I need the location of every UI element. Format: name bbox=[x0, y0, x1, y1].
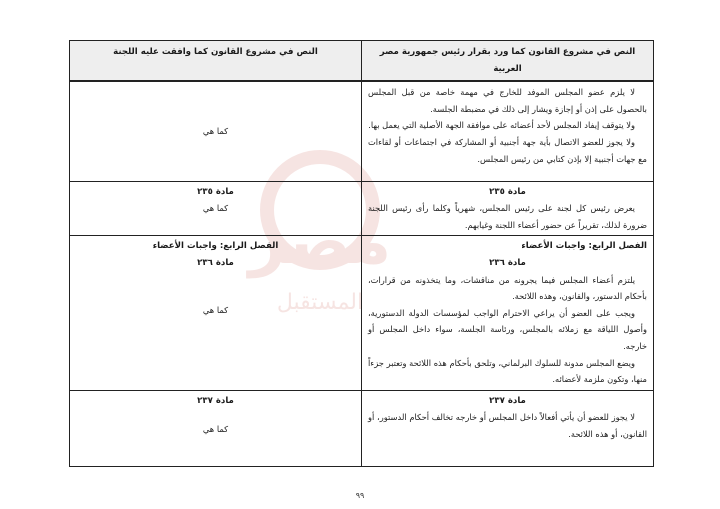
article-title: مادة ٢٣٦ bbox=[197, 258, 234, 269]
as-is-text: كما هي bbox=[202, 126, 229, 137]
paragraph: ولا يتوقف إيفاد المجلس لأحد أعضائه على موافقة الجهة الأصلية التي يعمل بها. bbox=[368, 120, 635, 131]
table-row bbox=[70, 390, 654, 466]
paragraph: ولا يجوز للعضو الاتصال بأية جهة أجنبية أو المشاركة في اجتماعات أو لقاءات مع جهات أجنبية إلا بإذن كتابي من رئيس المجلس. bbox=[368, 136, 647, 164]
table-row bbox=[70, 81, 654, 181]
page-number: ٩٩ bbox=[355, 491, 365, 500]
as-is-text: كما هي bbox=[202, 203, 229, 214]
article-title: مادة ٢٣٧ bbox=[489, 395, 526, 406]
committee-cell bbox=[70, 181, 362, 236]
article-title: مادة ٢٣٥ bbox=[489, 186, 526, 197]
chapter-title: الفصل الرابع: واجبات الأعضاء bbox=[521, 241, 647, 252]
article-title: مادة ٢٣٥ bbox=[197, 186, 234, 197]
table-header-row bbox=[70, 41, 654, 82]
committee-cell bbox=[70, 390, 362, 466]
original-cell bbox=[362, 390, 654, 466]
header-original-text: النص في مشروع القانون كما ورد بقرار رئيس جمهورية مصر العربية bbox=[362, 41, 654, 82]
article-title: مادة ٢٣٧ bbox=[197, 395, 234, 406]
header-committee-text: النص في مشروع القانون كما وافقت عليه اللجنة bbox=[70, 41, 362, 82]
table-row bbox=[70, 181, 654, 236]
watermark-main-text: مصر bbox=[248, 205, 392, 279]
paragraph: يلتزم أعضاء المجلس فيما يجرونه من مناقشات، وما يتخذونه من قرارات، بأحكام الدستور، والقانون، وهذه اللائحة. bbox=[368, 274, 647, 302]
paragraph: لا يلزم عضو المجلس الموفد للخارج في مهمة خاصة من قبل المجلس بالحصول على إذن أو إجازة ويشار إلى ذلك في مضبطة الجلسة. bbox=[368, 87, 647, 114]
chapter-title: الفصل الرابع: واجبات الأعضاء bbox=[152, 241, 279, 252]
paragraph: ويجب على العضو أن يراعي الاحترام الواجب لمؤسسات الدولة الدستورية، وأصول اللياقة مع زملائه بالمجلس، ورئاسة الجلسة، سواء داخل المجلس أو خارجه. bbox=[368, 307, 647, 352]
original-cell bbox=[362, 81, 654, 181]
article-title: مادة ٢٣٦ bbox=[489, 258, 526, 269]
as-is-text: كما هي bbox=[202, 424, 229, 435]
paragraph: ويضع المجلس مدونة للسلوك البرلماني، وتلحق بأحكام هذه اللائحة وتعتبر جزءاً منها، وتكون ملزمة لأعضائه. bbox=[368, 357, 647, 385]
original-cell bbox=[362, 181, 654, 236]
paragraph: لا يجوز للعضو أن يأتي أفعالاً داخل المجلس أو خارجه تخالف أحكام الدستور، أو القانون، أو هذه اللائحة. bbox=[368, 412, 647, 439]
original-cell bbox=[362, 236, 654, 390]
committee-cell bbox=[70, 236, 362, 390]
comparison-table bbox=[69, 40, 654, 467]
committee-cell bbox=[70, 81, 362, 181]
paragraph: يعرض رئيس كل لجنة على رئيس المجلس، شهرياً وكلما رأى رئيس اللجنة ضرورة لذلك، تقريراً عن حضور أعضاء اللجنة وغيابهم. bbox=[368, 203, 647, 230]
watermark-sub-text: المستقبل bbox=[276, 290, 364, 315]
as-is-text: كما هي bbox=[202, 304, 229, 315]
table-row bbox=[70, 236, 654, 390]
